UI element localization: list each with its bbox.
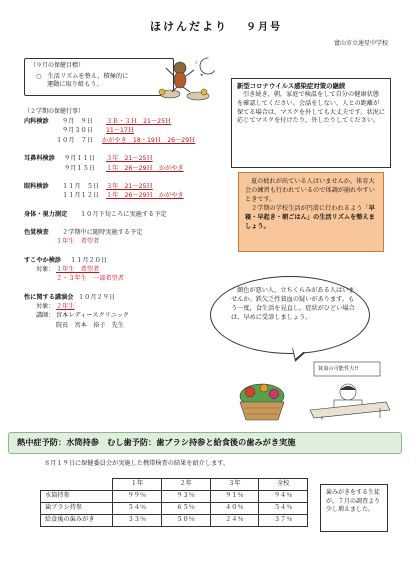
- lecture-target: ２年生: [56, 303, 75, 311]
- table-row: [41, 515, 308, 527]
- table-cell: ３３％: [113, 515, 162, 527]
- lecturer-label: 講師：: [36, 312, 55, 320]
- lecture-label: 性に関する講演会: [24, 293, 74, 301]
- table-header-row: [41, 479, 308, 491]
- goal-body: [30, 73, 168, 90]
- table-cell: ９１％: [210, 491, 259, 503]
- table-cell: ５４％: [113, 503, 162, 515]
- posture-target-2: ２・３年生 一部希望者: [56, 275, 125, 283]
- table-cell: ４０％: [210, 503, 259, 515]
- goal-bullet: ○: [36, 73, 42, 81]
- ent-date-2: ９月１５日: [64, 164, 95, 172]
- internal-label: 内科検診: [24, 118, 49, 126]
- eye-label: 眼科検診: [24, 182, 49, 190]
- goal-line-2: 運動に取り組もう。: [47, 81, 103, 89]
- row-label: 給食後の歯みがき: [41, 515, 113, 527]
- survey-side-note: 歯みがきをする生徒が，７月の調査より少し増えました。: [320, 484, 388, 532]
- table-cell: ９９％: [113, 491, 162, 503]
- jumping-bear-illustration: [150, 56, 222, 102]
- summer-p2-a: ２学期の学校生活が円滑に行われるよう「: [251, 204, 369, 212]
- svg-text:☆: ☆: [194, 60, 199, 66]
- measure-text: １０月下旬ころに実施する予定: [80, 210, 167, 218]
- plan-heading: （２学期の保健行事）: [24, 108, 85, 115]
- corona-measures-box: [231, 78, 391, 168]
- second-term-health-events: [24, 108, 216, 330]
- eye-detail-2: １年 26～29Ｈ かがやき: [106, 192, 184, 200]
- chalkboard-text: 貧血の可能性大!!: [318, 366, 359, 372]
- col-grade-1: １年: [113, 479, 162, 491]
- ent-date-1: ９月１１日: [64, 155, 95, 163]
- col-grade-2: ２年: [161, 479, 210, 491]
- posture-label: すこやか検診: [24, 256, 62, 264]
- survey-table: [40, 478, 308, 527]
- measure-label: 身体・視力測定: [24, 210, 68, 218]
- prevention-banner: 熱中症予防：水筒持参 むし歯予防：歯ブラシ持参と給食後の歯みがき実施: [8, 432, 402, 454]
- table-cell: ３７％: [259, 515, 308, 527]
- summer-paragraph-2: [245, 205, 377, 232]
- eye-date-1: １１月 ５日: [62, 182, 100, 190]
- food-basket-illustration: [232, 378, 292, 426]
- summer-fatigue-box: [238, 172, 384, 252]
- corona-body: 引き続き，朝，家庭で検温をして自分の健康状態を確認してください。会話をしない，人との距離が保てる場合は，マスクを外しても大丈夫です。状況に応じてマスクを付けたり，外したりしてください。: [237, 91, 386, 125]
- anemia-speech-bubble: [210, 276, 370, 354]
- issue-month: ９月号: [246, 22, 282, 33]
- lecture-clinic: 宮本レディースクリニック: [56, 312, 130, 320]
- lecture-target-label: 対象：: [36, 303, 55, 311]
- table-cell: ２４％: [210, 515, 259, 527]
- goal-line-1: 生活リズムを整え，積極的に: [47, 73, 129, 81]
- table-row: [41, 503, 308, 515]
- table-corner: [41, 479, 113, 491]
- internal-date-1: ９月 ９日: [62, 118, 93, 126]
- anemia-text: 顔色が悪い人，立ちくらみがある人はいませんか。鉄欠乏性貧血の疑いがあります。もう一度，食生活を見直し，症状がひどい場合は，早めに受診しましょう。: [231, 287, 355, 321]
- posture-target-1: １年生 希望者: [56, 266, 100, 274]
- internal-date-3: １０月 ７日: [56, 136, 94, 144]
- summer-p2-c: 」の生活リズムを整えましょう。: [245, 213, 375, 230]
- color-label: 色覚検査: [24, 228, 49, 236]
- eye-date-2: １１月１２日: [62, 192, 100, 200]
- color-target: １年生 希望者: [56, 238, 100, 246]
- posture-section: [24, 257, 216, 284]
- ent-detail-1: ３年 21～25Ｈ: [106, 155, 153, 163]
- eye-section: [24, 183, 216, 201]
- lecture-doctor: 院長 宮本 裕子 先生: [56, 321, 125, 329]
- internal-date-2: ９月３０日: [62, 127, 93, 135]
- summer-p2-b: 早寝・早起き・朝ごはん: [245, 204, 375, 221]
- internal-medicine-section: [24, 118, 216, 145]
- col-grade-3: ３年: [210, 479, 259, 491]
- lecture-section: [24, 294, 216, 330]
- table-cell: ９４％: [259, 491, 308, 503]
- ent-detail-2: １年 26～29Ｈ かがやき: [106, 164, 184, 172]
- posture-target-label: 対象：: [36, 266, 55, 274]
- col-whole-school: 全校: [259, 479, 308, 491]
- row-label: 歯ブラシ持参: [41, 503, 113, 515]
- corona-title: 新型コロナウイルス感染症対策の継続: [237, 82, 346, 90]
- goal-heading: （９月の保健目標）: [30, 62, 85, 69]
- svg-text:★: ★: [200, 72, 204, 77]
- internal-detail-1: ３Ｂ・３Ｈ 21～25Ｈ: [106, 118, 172, 126]
- summer-paragraph-1: 夏の疲れが出ている人はいませんか。体育大会の練習も行われているので体調が崩れやすいときです。: [245, 178, 375, 203]
- ent-label: 耳鼻科検診: [24, 155, 55, 163]
- page-title: [150, 20, 282, 35]
- internal-detail-2: 11～17Ｈ: [106, 127, 135, 135]
- ent-section: [24, 155, 216, 173]
- posture-date: １１月２０日: [70, 256, 108, 264]
- color-text: ２学期中に随時実施する予定: [62, 228, 143, 236]
- internal-detail-3: かがやき 18・19Ｈ 26～29Ｈ: [102, 136, 196, 144]
- title-text: ほけんだより: [150, 20, 228, 33]
- table-cell: ５４％: [259, 503, 308, 515]
- row-label: 水筒持参: [41, 491, 113, 503]
- measurement-section: [24, 211, 216, 219]
- survey-note: ８月１９日に保健委員会が実施した携帯検査の結果を紹介します。: [44, 460, 230, 467]
- table-cell: ５０％: [161, 515, 210, 527]
- school-name: 富山市立速星中学校: [333, 40, 388, 47]
- eye-detail-1: ３年 21～25Ｈ: [106, 182, 153, 190]
- table-cell: ６５％: [161, 503, 210, 515]
- color-vision-section: [24, 229, 216, 247]
- table-row: [41, 491, 308, 503]
- table-cell: ９３％: [161, 491, 210, 503]
- lecture-date: １０月２９日: [78, 293, 116, 301]
